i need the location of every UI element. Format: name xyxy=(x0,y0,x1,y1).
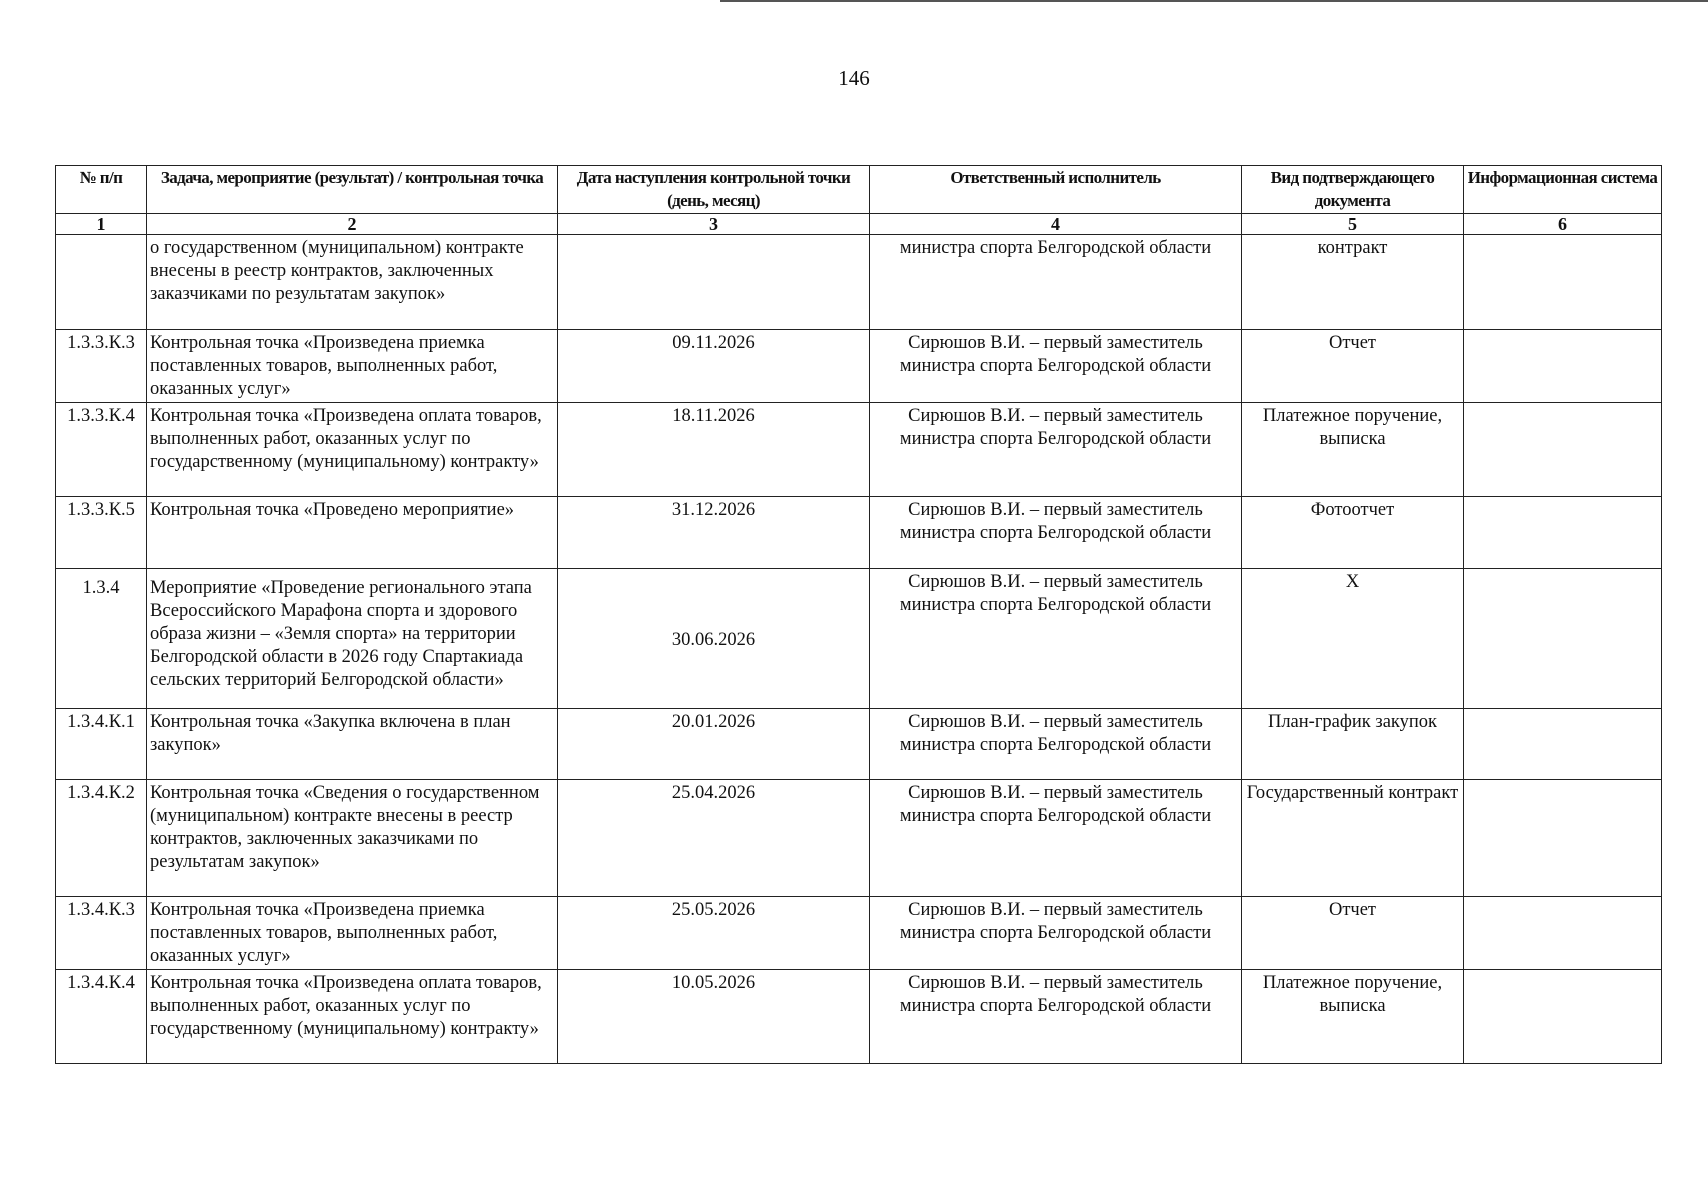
header-system: Информационная система xyxy=(1464,166,1662,214)
row-number: 1.3.3.К.4 xyxy=(56,403,147,497)
row-responsible: Сирюшов В.И. – первый заместитель министра спорта Белгородской области xyxy=(870,970,1242,1064)
row-responsible: Сирюшов В.И. – первый заместитель министра спорта Белгородской области xyxy=(870,780,1242,897)
row-document: Государственный контракт xyxy=(1242,780,1464,897)
row-task: Контрольная точка «Закупка включена в план закупок» xyxy=(147,709,558,780)
row-system xyxy=(1464,970,1662,1064)
column-number: 6 xyxy=(1464,214,1662,235)
row-document: Платежное поручение, выписка xyxy=(1242,403,1464,497)
row-responsible: Сирюшов В.И. – первый заместитель министра спорта Белгородской области xyxy=(870,497,1242,569)
row-system xyxy=(1464,330,1662,403)
row-system xyxy=(1464,569,1662,709)
table-row xyxy=(56,970,1662,1064)
row-date xyxy=(558,235,870,330)
row-task: Контрольная точка «Произведена приемка поставленных товаров, выполненных работ, оказанных услуг» xyxy=(147,330,558,403)
row-system xyxy=(1464,780,1662,897)
row-date: 31.12.2026 xyxy=(558,497,870,569)
header-num: № п/п xyxy=(56,166,147,214)
row-document: X xyxy=(1242,569,1464,709)
column-number: 5 xyxy=(1242,214,1464,235)
table-row xyxy=(56,497,1662,569)
row-number: 1.3.4.К.4 xyxy=(56,970,147,1064)
table-row xyxy=(56,403,1662,497)
row-task: Контрольная точка «Проведено мероприятие» xyxy=(147,497,558,569)
row-document: Фотоотчет xyxy=(1242,497,1464,569)
table-row xyxy=(56,709,1662,780)
row-number: 1.3.4 xyxy=(56,569,147,709)
row-number: 1.3.4.К.3 xyxy=(56,897,147,970)
header-task: Задача, мероприятие (результат) / контрольная точка xyxy=(147,166,558,214)
row-system xyxy=(1464,403,1662,497)
row-date: 25.04.2026 xyxy=(558,780,870,897)
row-responsible: Сирюшов В.И. – первый заместитель министра спорта Белгородской области xyxy=(870,569,1242,709)
row-task: Контрольная точка «Сведения о государственном (муниципальном) контракте внесены в реестр контрактов, заключенных заказчиками по результатам закупок» xyxy=(147,780,558,897)
table-row xyxy=(56,897,1662,970)
row-number: 1.3.3.К.3 xyxy=(56,330,147,403)
row-responsible: министра спорта Белгородской области xyxy=(870,235,1242,330)
row-document: Отчет xyxy=(1242,897,1464,970)
row-date: 10.05.2026 xyxy=(558,970,870,1064)
row-responsible: Сирюшов В.И. – первый заместитель министра спорта Белгородской области xyxy=(870,403,1242,497)
row-document: Платежное поручение, выписка xyxy=(1242,970,1464,1064)
row-task: Мероприятие «Проведение регионального этапа Всероссийского Марафона спорта и здорового образа жизни – «Земля спорта» на территории Белгородской области в 2026 году Спартакиада сельских территорий Белгородской области» xyxy=(147,569,558,709)
row-responsible: Сирюшов В.И. – первый заместитель министра спорта Белгородской области xyxy=(870,897,1242,970)
row-system xyxy=(1464,709,1662,780)
page-number: 146 xyxy=(838,66,870,90)
row-number: 1.3.3.К.5 xyxy=(56,497,147,569)
row-document: Отчет xyxy=(1242,330,1464,403)
row-document: контракт xyxy=(1242,235,1464,330)
row-date: 25.05.2026 xyxy=(558,897,870,970)
table-row xyxy=(56,569,1662,709)
column-number: 4 xyxy=(870,214,1242,235)
header-responsible: Ответственный исполнитель xyxy=(870,166,1242,214)
row-document: План-график закупок xyxy=(1242,709,1464,780)
row-system xyxy=(1464,897,1662,970)
row-responsible: Сирюшов В.И. – первый заместитель министра спорта Белгородской области xyxy=(870,709,1242,780)
column-number: 3 xyxy=(558,214,870,235)
row-date: 20.01.2026 xyxy=(558,709,870,780)
row-system xyxy=(1464,235,1662,330)
header-row xyxy=(56,166,1662,214)
row-system xyxy=(1464,497,1662,569)
header-document: Вид подтверждающего документа xyxy=(1242,166,1464,214)
row-date: 30.06.2026 xyxy=(558,569,870,709)
control-points-table xyxy=(55,165,1662,1064)
column-number: 1 xyxy=(56,214,147,235)
header-date: Дата наступления контрольной точки (день, месяц) xyxy=(558,166,870,214)
table-row xyxy=(56,330,1662,403)
row-number: 1.3.4.К.1 xyxy=(56,709,147,780)
row-task: Контрольная точка «Произведена приемка поставленных товаров, выполненных работ, оказанных услуг» xyxy=(147,897,558,970)
top-scan-rule xyxy=(720,0,1708,2)
row-date: 18.11.2026 xyxy=(558,403,870,497)
table-row xyxy=(56,780,1662,897)
row-task: Контрольная точка «Произведена оплата товаров, выполненных работ, оказанных услуг по государственному (муниципальному) контракту» xyxy=(147,970,558,1064)
row-number xyxy=(56,235,147,330)
row-number: 1.3.4.К.2 xyxy=(56,780,147,897)
row-task: Контрольная точка «Произведена оплата товаров, выполненных работ, оказанных услуг по государственному (муниципальному) контракту» xyxy=(147,403,558,497)
column-number-row xyxy=(56,214,1662,235)
row-date: 09.11.2026 xyxy=(558,330,870,403)
table-row xyxy=(56,235,1662,330)
column-number: 2 xyxy=(147,214,558,235)
row-task: о государственном (муниципальном) контракте внесены в реестр контрактов, заключенных заказчиками по результатам закупок» xyxy=(147,235,558,330)
row-responsible: Сирюшов В.И. – первый заместитель министра спорта Белгородской области xyxy=(870,330,1242,403)
